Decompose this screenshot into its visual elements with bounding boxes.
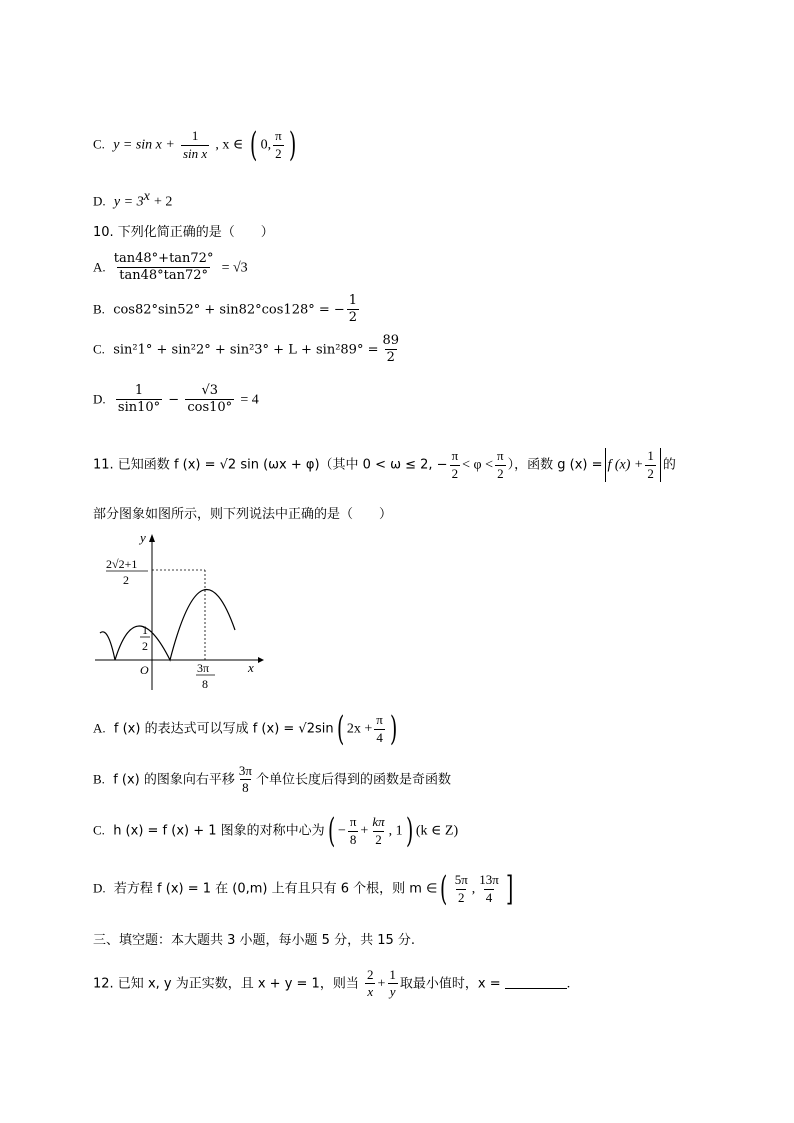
option-11a: A. f (x) 的表达式可以写成 f (x) = √2sin( 2x + $\frac{\pi}{4}$ )	[93, 709, 398, 749]
option-11c: C. h (x) = f (x) + 1 图象的对称中心为( − $\frac{\pi}{8}$ + $\frac{k\pi}{2}$ , 1) (k ∈ Z)	[93, 811, 459, 851]
fraction: $\frac{13\pi}{4}$	[479, 872, 499, 905]
y-axis-arrow-icon	[149, 534, 155, 542]
fraction: $\frac{1}{\sin 10^\circ}$	[117, 383, 161, 416]
expr: sin²1° + sin²2° + sin²3° + L + sin²89° =	[113, 342, 379, 358]
expr: 个单位长度后得到的函数是奇函数	[255, 772, 451, 788]
option-label: A.	[93, 259, 106, 275]
option-9d	[93, 190, 172, 209]
expr: < φ <	[462, 457, 494, 473]
expr: (k ∈ Z)	[415, 823, 459, 839]
expr: 取最小值时，x =	[399, 976, 501, 992]
half-num: 1	[142, 623, 148, 637]
top-value-den: 2	[123, 573, 129, 587]
option-label: D.	[93, 391, 106, 407]
fraction: $\frac{1}{2}$	[647, 448, 654, 481]
x-tick-num: 3π	[197, 661, 210, 675]
fraction: $\frac{\pi}{4}$	[376, 712, 383, 745]
function-graph	[90, 530, 270, 695]
fraction: $\frac{2}{x}$	[366, 967, 374, 1000]
option-label: C.	[93, 341, 105, 357]
fraction: $\frac{3\pi}{8}$	[238, 763, 252, 796]
expr: + 2	[153, 194, 173, 210]
fraction: $\frac{√3}{\cos 10^\circ}$	[187, 383, 233, 416]
fraction: $\frac{\pi}{8}$	[349, 814, 357, 847]
expr: 0,	[260, 137, 272, 153]
expr: −	[337, 823, 346, 839]
expr: , x ∈	[215, 137, 244, 153]
expr: cos82°sin52° + sin82°cos128° = −	[113, 302, 345, 318]
expr: f (x) 的表达式可以写成 f (x) = √2sin	[113, 721, 334, 737]
fraction: $\frac{k\pi}{2}$	[372, 814, 385, 847]
expr: x	[143, 189, 150, 204]
question-11-stem-2: 部分图象如图所示，则下列说法中正确的是（ ）	[93, 507, 393, 522]
fraction: $\frac{\pi}{2}$	[451, 448, 459, 481]
x-tick-den: 8	[202, 677, 208, 691]
fraction: $\frac{\tan 48^\circ+\tan 72^\circ}{\tan 48^\circ\tan 72^\circ}$	[113, 251, 214, 284]
expr: +	[360, 823, 369, 839]
top-value-num: 2√2+1	[106, 557, 138, 571]
x-axis-arrow-icon	[258, 657, 264, 663]
expr: +	[377, 976, 386, 992]
expr: 12. 已知 x, y 为正实数，且 x + y = 1，则当	[93, 976, 359, 992]
fraction: $\frac{1}{\text{sin x}}$	[183, 128, 208, 161]
origin-label: O	[140, 663, 149, 677]
option-10b	[93, 294, 361, 326]
expr: = √3	[221, 260, 248, 276]
expr: y = sin x +	[113, 137, 175, 153]
expr: y = 3	[113, 194, 144, 210]
option-label: C.	[93, 822, 105, 838]
expr: f (x) +	[607, 457, 644, 473]
option-11d: D. 若方程 f (x) = 1 在 (0,m) 上有且只有 6 个根，则 m ∈( $\frac{5\pi}{2}$ , $\frac{13\pi}{4}$ ]	[93, 869, 514, 909]
expr: 2x +	[346, 721, 373, 737]
expr: 11. 已知函数 f (x) = √2 sin (ωx + φ)（其中 0 < ω ≤ 2, −	[93, 457, 448, 473]
fraction: $\frac{\pi}{2}$	[497, 448, 504, 481]
expr: f (x) 的图象向右平移	[113, 772, 235, 788]
fraction: $\frac{89}{2}$	[382, 333, 400, 366]
option-label: C.	[93, 136, 105, 152]
half-den: 2	[142, 639, 148, 653]
option-11b	[93, 764, 451, 796]
option-10d	[93, 384, 259, 416]
expr: h (x) = f (x) + 1 图象的对称中心为	[113, 823, 325, 839]
expr: −	[168, 392, 180, 408]
question-11-stem-1	[93, 448, 676, 482]
question-10-stem: 10. 下列化简正确的是（ ）	[93, 225, 274, 240]
option-label: D.	[93, 880, 106, 896]
option-10c	[93, 334, 403, 366]
expr: 的	[662, 457, 676, 473]
fraction: $\frac{\pi}{2}$	[275, 128, 282, 161]
question-12	[93, 968, 570, 1000]
option-10a	[93, 252, 248, 284]
option-label: A.	[93, 720, 106, 736]
option-label: D.	[93, 193, 106, 209]
x-label: x	[248, 660, 254, 675]
expr: .	[566, 976, 571, 992]
section-3-heading: 三、填空题：本大题共 3 小题，每小题 5 分，共 15 分.	[93, 933, 416, 948]
expr: ），函数 g (x) =	[507, 457, 603, 473]
curve	[100, 589, 235, 660]
expr: = 4	[240, 392, 259, 408]
fraction: $\frac{1}{y}$	[389, 967, 396, 1000]
fraction: $\frac{5\pi}{2}$	[454, 872, 468, 905]
answer-blank[interactable]	[505, 988, 567, 989]
option-label: B.	[93, 301, 105, 317]
expr: , 1	[388, 823, 403, 839]
option-label: B.	[93, 771, 105, 787]
fraction: $\frac{1}{2}$	[348, 293, 358, 326]
option-9c: C. y = sin x + $\frac{1}{\text{sin x}}$ , x ∈ ( 0, $\frac{\pi}{2}$ )	[93, 125, 296, 165]
y-label: y	[140, 530, 146, 545]
expr: 若方程 f (x) = 1 在 (0,m) 上有且只有 6 个根，则 m ∈	[113, 881, 438, 897]
